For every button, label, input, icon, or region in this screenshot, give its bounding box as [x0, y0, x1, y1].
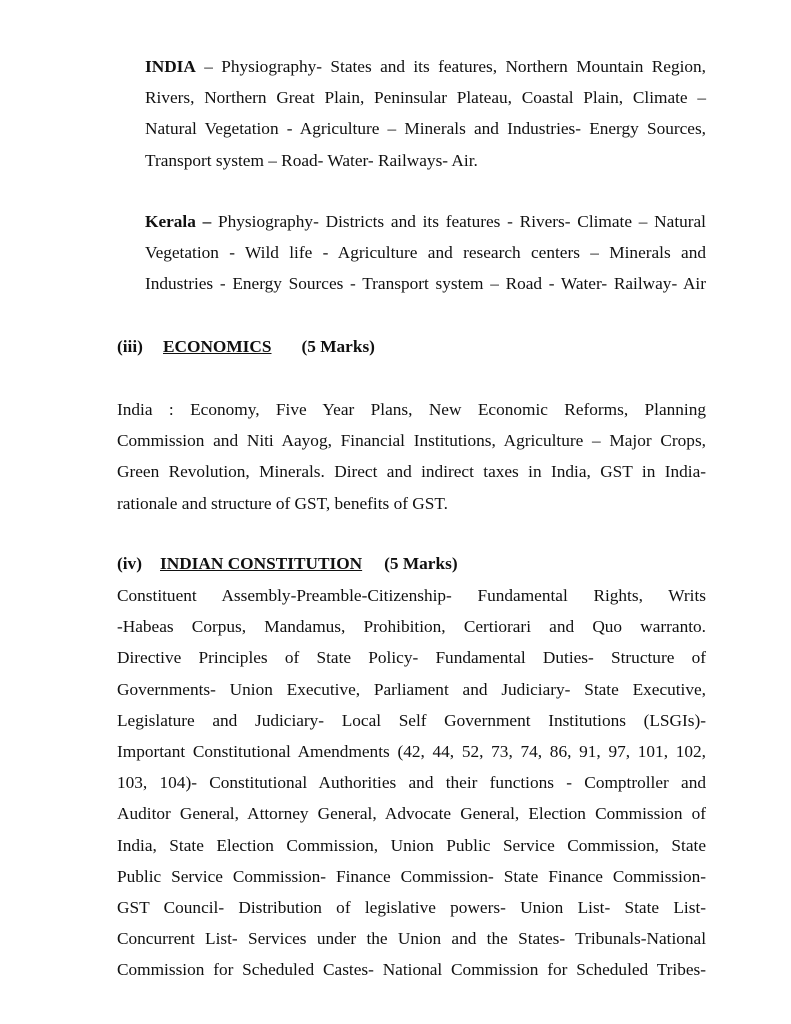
india-line-2: Rivers, Northern Great Plain, Peninsular Plateau, Coastal Plain, Climate –	[145, 88, 706, 108]
economics-line-2: Commission and Niti Aayog, Financial Institutions, Agriculture – Major Crops,	[117, 431, 706, 451]
india-line-4: Transport system – Road- Water- Railways- Air.	[145, 150, 478, 170]
economics-marks: (5 Marks)	[301, 337, 375, 356]
constitution-line-5: Legislature and Judiciary- Local Self Government Institutions (LSGIs)-	[117, 710, 706, 730]
kerala-label: Kerala –	[145, 212, 212, 231]
kerala-line-3: Industries - Energy Sources - Transport system – Road - Water- Railway- Air	[145, 274, 706, 294]
economics-title: ECONOMICS	[163, 337, 272, 356]
constitution-line-7: 103, 104)- Constitutional Authorities and their functions - Comptroller and	[117, 773, 706, 793]
economics-paragraph	[117, 394, 706, 519]
constitution-line-3: Directive Principles of State Policy- Fundamental Duties- Structure of	[117, 648, 706, 668]
constitution-number: (iv)	[117, 554, 142, 573]
constitution-marks: (5 Marks)	[384, 554, 458, 573]
kerala-line-1-text: Physiography- Districts and its features - Rivers- Climate – Natural	[211, 212, 706, 231]
india-paragraph	[145, 51, 706, 176]
economics-line-3: Green Revolution, Minerals. Direct and indirect taxes in India, GST in India-	[117, 462, 706, 482]
constitution-title: INDIAN CONSTITUTION	[160, 554, 363, 573]
constitution-line-10: Public Service Commission- Finance Commission- State Finance Commission-	[117, 866, 706, 886]
economics-line-1: India : Economy, Five Year Plans, New Economic Reforms, Planning	[117, 400, 706, 419]
kerala-line-1	[145, 206, 706, 237]
economics-heading	[117, 335, 375, 359]
constitution-line-6: Important Constitutional Amendments (42, 44, 52, 73, 74, 86, 91, 97, 101, 102,	[117, 742, 706, 762]
india-label: INDIA	[145, 57, 196, 76]
india-line-1	[145, 51, 706, 82]
constitution-line-13: Commission for Scheduled Castes- National Commission for Scheduled Tribes-	[117, 960, 706, 980]
constitution-paragraph	[117, 580, 706, 986]
constitution-line-1: Constituent Assembly-Preamble-Citizenship- Fundamental Rights, Writs	[117, 586, 706, 605]
constitution-line-8: Auditor General, Attorney General, Advocate General, Election Commission of	[117, 804, 706, 824]
constitution-line-11: GST Council- Distribution of legislative powers- Union List- State List-	[117, 898, 706, 918]
constitution-line-4: Governments- Union Executive, Parliament and Judiciary- State Executive,	[117, 679, 706, 699]
constitution-heading	[117, 552, 458, 576]
kerala-paragraph	[145, 206, 706, 300]
india-line-3: Natural Vegetation - Agriculture – Minerals and Industries- Energy Sources,	[145, 119, 706, 139]
constitution-line-12: Concurrent List- Services under the Union and the States- Tribunals-National	[117, 929, 706, 949]
india-line-1-text: – Physiography- States and its features, Northern Mountain Region,	[195, 57, 706, 76]
economics-number: (iii)	[117, 337, 143, 356]
constitution-line-9: India, State Election Commission, Union Public Service Commission, State	[117, 835, 706, 855]
constitution-line-2: -Habeas Corpus, Mandamus, Prohibition, Certiorari and Quo warranto.	[117, 617, 706, 637]
kerala-line-2: Vegetation - Wild life - Agriculture and research centers – Minerals and	[145, 243, 706, 263]
economics-line-4: rationale and structure of GST, benefits of GST.	[117, 493, 448, 513]
